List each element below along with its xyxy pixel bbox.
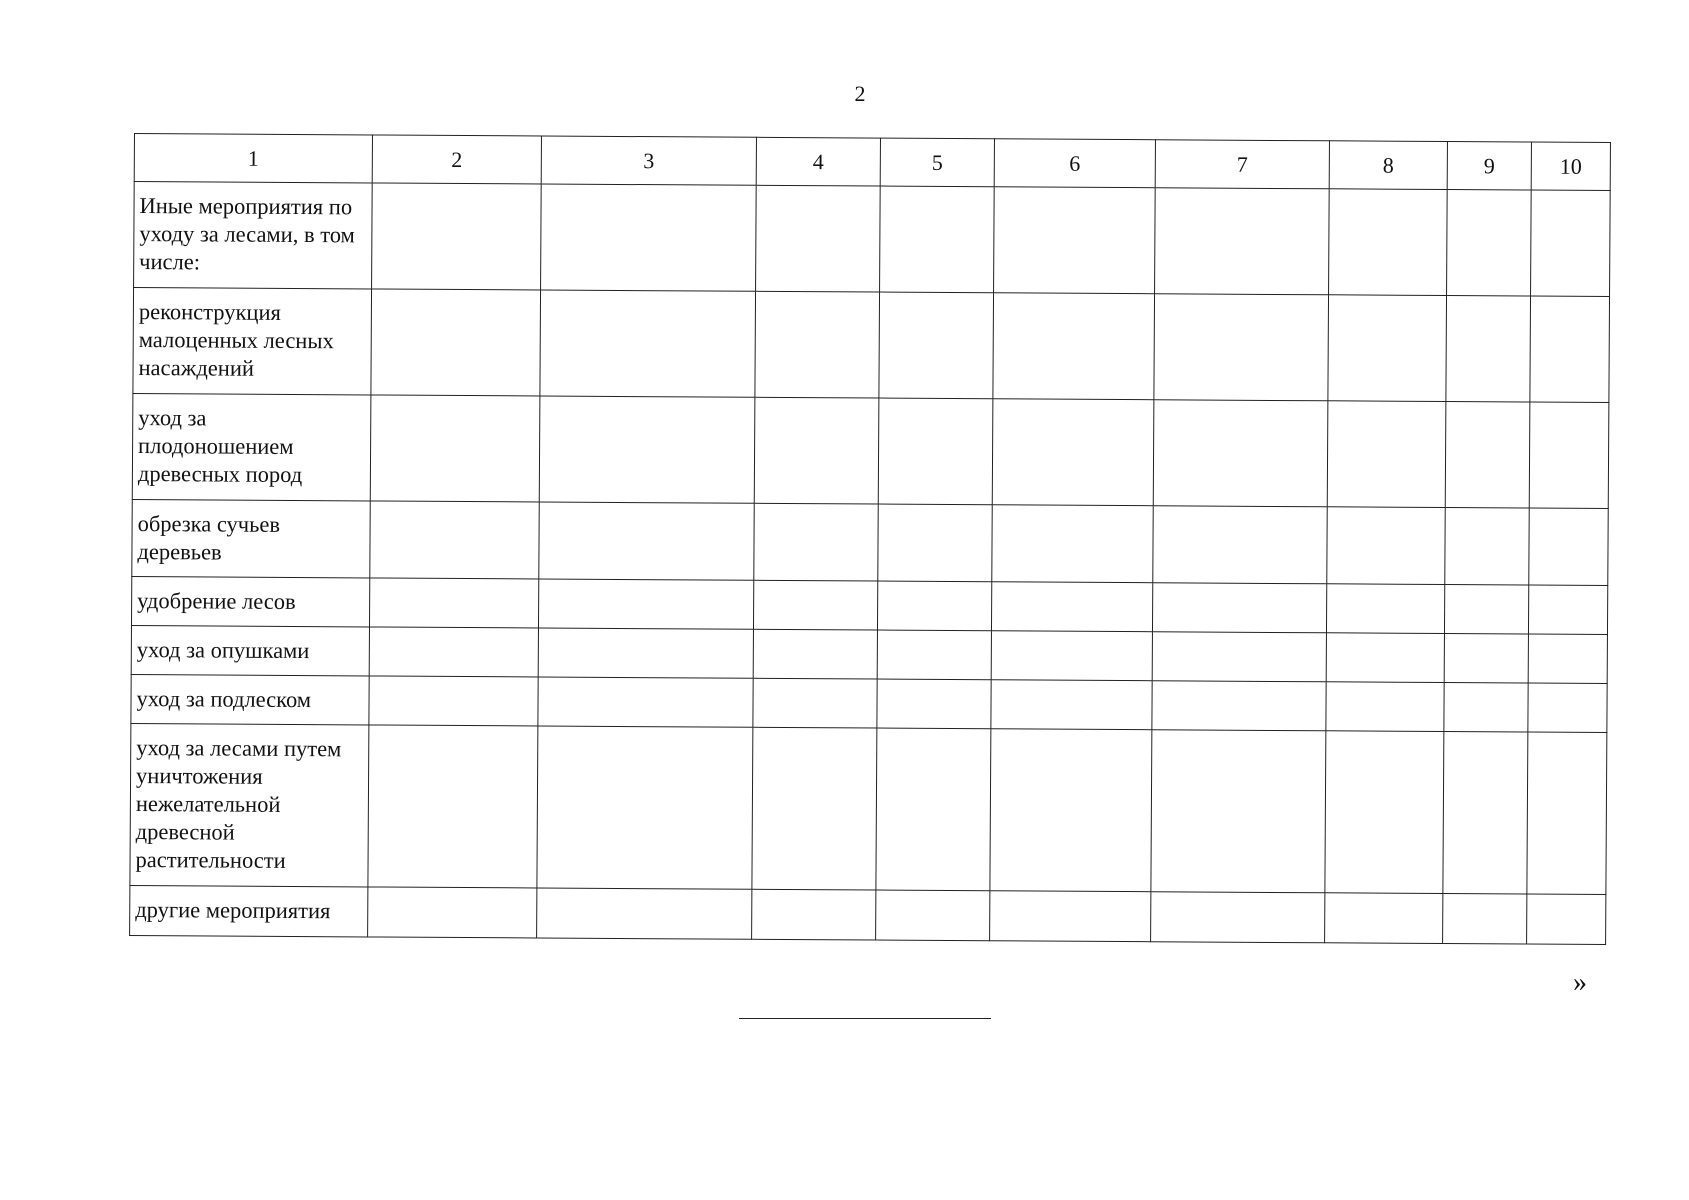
table-cell [538,677,753,727]
table-cell [538,628,753,678]
table-cell [372,183,542,290]
table-cell [1444,683,1528,733]
table-cell [369,676,538,726]
table-row [131,674,1607,732]
table-row [132,393,1609,508]
table-cell [1444,634,1528,684]
table-cell [1151,892,1325,943]
table-cell [879,292,994,399]
table-cell [993,293,1155,400]
table-row [134,182,1611,297]
table-cell [1447,190,1532,297]
table-cell [756,185,881,292]
table-cell [752,727,877,890]
table-cell [877,581,991,631]
table-cell [1528,585,1607,634]
table-cell [1152,681,1326,731]
table-cell [877,679,991,729]
table-cell [878,504,992,582]
table-cell [990,729,1152,892]
column-header-3: 3 [541,136,756,185]
table-cell [1154,294,1329,401]
table-cell [1325,731,1444,894]
column-header-1: 1 [134,134,372,183]
table-cell [1529,402,1609,508]
table-cell [1528,683,1607,732]
table-cell [1328,295,1447,402]
row-label: Иные мероприятия по уходу за лесами, в том числе: [134,182,373,289]
page-number: 2 [854,81,866,106]
table-cell [371,289,541,396]
row-label: реконструкция малоценных лесных насаждений [133,288,372,395]
table-cell [755,291,880,398]
table-cell [1527,732,1607,894]
table-cell [540,290,756,397]
table-cell [991,680,1152,730]
table-cell [753,678,877,728]
table-cell [1326,682,1444,732]
table-cell [880,186,995,293]
table-cell [370,395,540,502]
table-cell [1327,507,1445,585]
table-cell [991,631,1152,681]
table-cell [1152,583,1326,633]
table-cell [753,580,877,630]
table-cell [992,505,1153,583]
table-cell [990,891,1151,942]
table-row [131,576,1607,634]
table-cell [876,728,991,891]
table-cell [1326,584,1444,634]
table-cell [369,578,538,628]
column-header-6: 6 [994,139,1155,188]
table-cell [1445,508,1529,586]
table-cell [1151,730,1326,893]
column-header-10: 10 [1531,142,1610,190]
table-cell [369,627,538,677]
row-label: уход за лесами путем уничтожения нежелательной древесной растительности [130,723,369,886]
table-cell [1528,634,1607,683]
table-cell [1527,894,1606,944]
table-cell [370,501,539,579]
table-cell [1530,296,1610,402]
table-cell [994,187,1156,294]
table-cell [1531,190,1611,296]
table-cell [1443,732,1528,895]
table-cell [1329,189,1448,296]
row-label: обрезка сучьев деревьев [132,499,370,577]
closing-quote: » [1573,967,1587,998]
table-cell [1325,893,1443,944]
table-cell [876,890,990,941]
table-cell [1153,400,1328,507]
table-cell [1153,506,1327,584]
table-cell [539,502,754,580]
table-row [133,288,1610,403]
table-cell [541,184,757,291]
table-row [130,723,1607,894]
column-header-2: 2 [372,135,541,184]
table-cell [368,887,537,938]
row-label: уход за опушками [131,625,369,675]
column-header-5: 5 [880,138,994,187]
table-cell [1327,401,1446,508]
table-cell [368,725,538,888]
table-cell [991,582,1152,632]
table-cell [878,398,993,505]
row-label: уход за плодоношением древесных пород [132,393,371,500]
table-cell [752,889,876,940]
table-cell [537,726,753,889]
table-cell [1443,894,1527,945]
table-cell [539,396,755,503]
end-divider-line [739,1018,991,1019]
table-cell [753,629,877,679]
table-cell [538,579,753,629]
row-label: удобрение лесов [131,576,369,626]
table-cell [754,397,879,504]
table-cell [992,399,1154,506]
table-cell [537,888,752,939]
table-cell [1444,585,1528,635]
table-cell [1326,633,1444,683]
table-row [131,625,1607,683]
row-label: другие мероприятия [130,885,368,936]
column-header-9: 9 [1447,142,1531,191]
table-row [132,499,1608,585]
table-cell [1445,402,1530,509]
column-header-7: 7 [1155,140,1329,189]
column-header-8: 8 [1329,141,1447,190]
table-cell [1152,632,1326,682]
table-row [130,885,1606,944]
table-cell [1155,188,1330,295]
column-header-4: 4 [756,137,880,186]
table-cell [1529,508,1608,585]
table-cell [877,630,991,680]
row-label: уход за подлеском [131,674,369,724]
forest-care-table [129,133,1611,945]
table-cell [1446,296,1531,403]
table-cell [754,503,878,581]
